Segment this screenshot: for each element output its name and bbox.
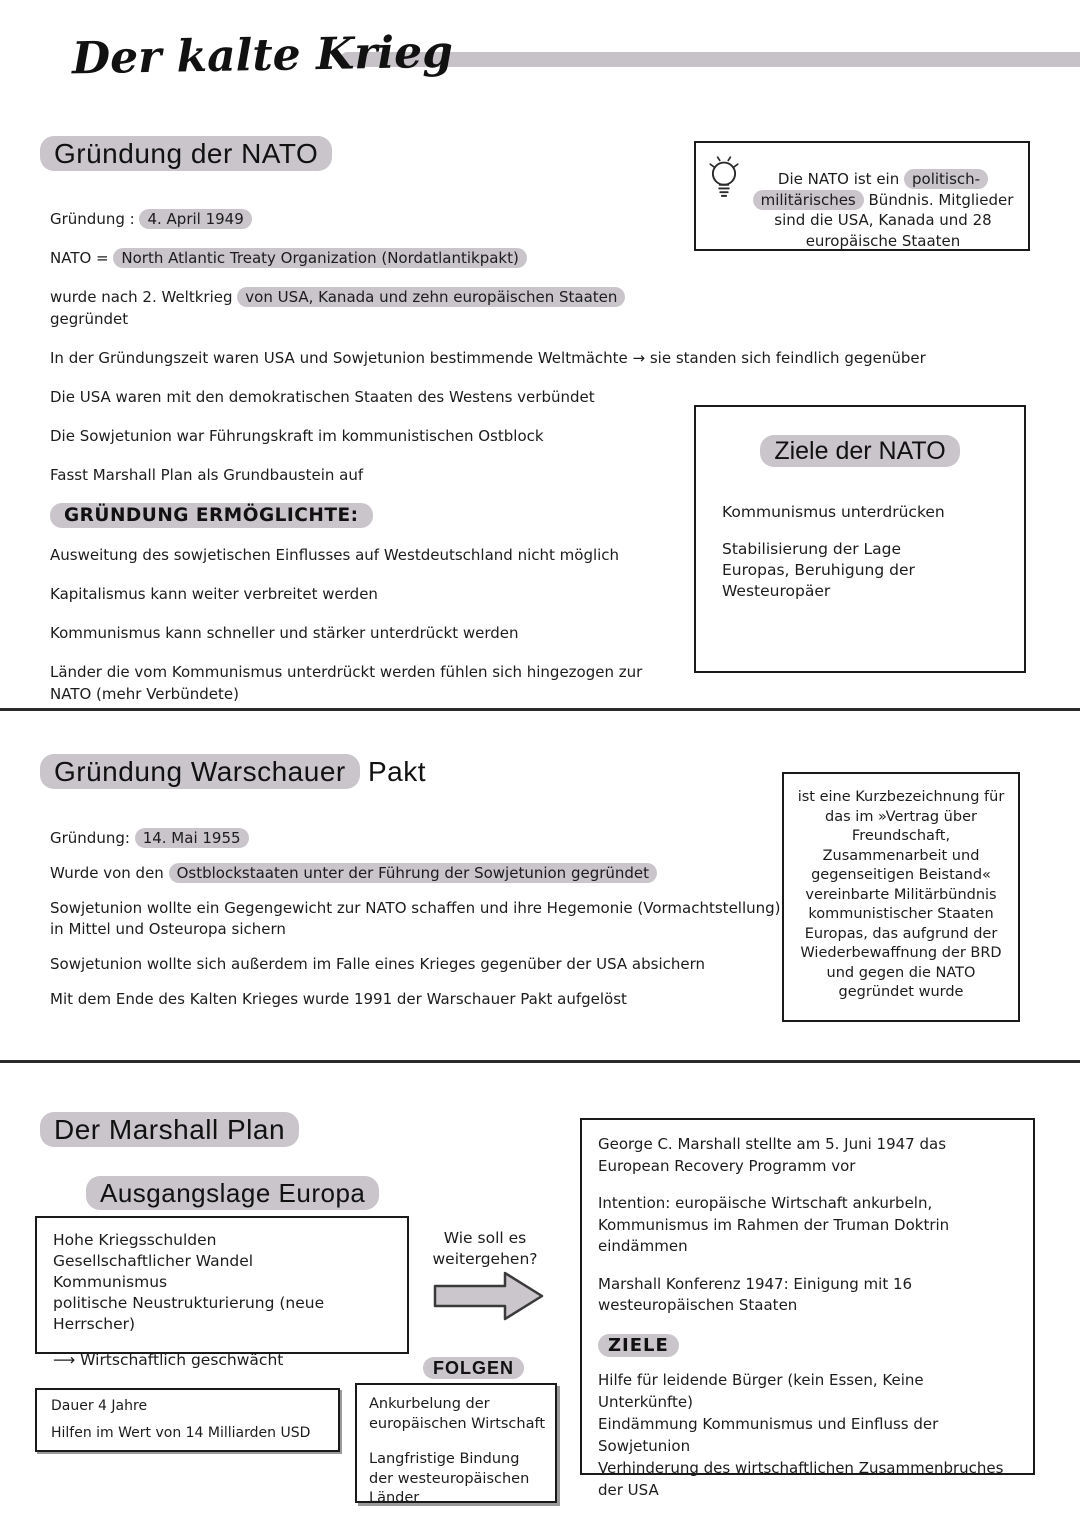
warsaw-heading <box>40 756 426 788</box>
note-line <box>50 464 695 486</box>
note-line: Länder die vom Kommunismus unterdrückt werden fühlen sich hingezogen zur NATO (mehr Verbündete) <box>50 663 643 703</box>
detail-paragraph: George C. Marshall stellte am 5. Juni 1947 das European Recovery Programm vor <box>598 1135 947 1175</box>
situation-line: politische Neustrukturierung (neue Herrscher) <box>53 1294 325 1333</box>
ziele-label <box>598 1333 1021 1359</box>
folgen-label-text: FOLGEN <box>423 1357 524 1379</box>
nato-heading <box>40 138 332 170</box>
note-line <box>50 425 695 447</box>
note-line <box>50 347 1060 369</box>
warsaw-notes <box>50 828 790 1024</box>
marshall-subheading-text: Ausgangslage Europa <box>86 1176 379 1210</box>
situation-conclusion: ⟶ Wirtschaftlich geschwächt <box>53 1351 284 1369</box>
text-segment: In der Gründungszeit waren USA und Sowjetunion bestimmende Weltmächte → sie standen sich feindlich gegenüber <box>50 349 926 367</box>
marshall-detail-box <box>580 1118 1035 1499</box>
right-arrow-icon <box>433 1270 545 1322</box>
note-line <box>50 863 790 884</box>
facts-box <box>35 1388 340 1452</box>
page-title: Der kalte Krieg <box>71 26 454 85</box>
text-segment: Fasst Marshall Plan als Grundbaustein auf <box>50 466 364 484</box>
lightbulb-icon <box>706 155 742 205</box>
nato-subheading <box>50 503 695 529</box>
note-line <box>50 286 695 330</box>
note-line <box>50 208 695 230</box>
text-segment: Die Sowjetunion war Führungskraft im kommunistischen Ostblock <box>50 427 544 445</box>
nato-subheading-text: GRÜNDUNG ERMÖGLICHTE: <box>50 503 373 528</box>
detail-paragraph: Intention: europäische Wirtschaft ankurbeln, Kommunismus im Rahmen der Truman Doktrin eindämmen <box>598 1194 950 1255</box>
ziele-label-text: ZIELE <box>598 1334 679 1357</box>
note-line: Kapitalismus kann weiter verbreitet werden <box>50 585 378 603</box>
text-segment: Sowjetunion wollte ein Gegengewicht zur NATO schaffen und ihre Hegemonie (Vormachtstellung) in Mittel und Osteuropa sichern <box>50 899 781 938</box>
folgen-box <box>355 1383 557 1506</box>
question-text: Wie soll es weitergehen? <box>432 1229 538 1268</box>
text-segment: Die NATO ist ein <box>777 170 904 188</box>
highlighted-text: 14. Mai 1955 <box>135 828 249 848</box>
text-segment: Mit dem Ende des Kalten Krieges wurde 1991 der Warschauer Pakt aufgelöst <box>50 990 627 1008</box>
folgen-item: Ankurbelung der europäischen Wirtschaft <box>369 1396 546 1432</box>
text-segment: NATO = <box>50 249 114 267</box>
note-line <box>50 954 790 975</box>
ziele-item: Hilfe für leidende Bürger (kein Essen, Keine Unterkünfte) <box>598 1370 924 1411</box>
note-line <box>50 898 785 940</box>
ziele-item: Verhinderung des wirtschaftlichen Zusammenbruches der USA <box>598 1458 1004 1499</box>
marshall-subheading <box>86 1178 379 1209</box>
warsaw-definition-box <box>782 772 1020 1022</box>
warsaw-heading-rest: Pakt <box>359 756 427 787</box>
situation-line: Kommunismus <box>53 1273 168 1291</box>
warsaw-heading-highlight: Gründung Warschauer <box>40 754 360 789</box>
highlighted-text: politisch-militärisches <box>753 169 988 210</box>
nato-goals-title <box>696 437 1024 466</box>
note-line <box>50 989 790 1010</box>
fact-item: Hilfen im Wert von 14 Milliarden USD <box>51 1425 311 1441</box>
situation-box <box>35 1216 409 1369</box>
situation-line: Gesellschaftlicher Wandel <box>53 1252 254 1270</box>
highlighted-text: North Atlantic Treaty Organization (Nordatlantikpakt) <box>113 248 526 268</box>
note-line: Kommunismus kann schneller und stärker unterdrückt werden <box>50 624 519 642</box>
nato-goals-box <box>694 405 1026 673</box>
note-line: Ausweitung des sowjetischen Einflusses auf Westdeutschland nicht möglich <box>50 546 620 564</box>
highlighted-text: Ostblockstaaten unter der Führung der Sowjetunion gegründet <box>169 863 657 883</box>
text-segment: Die USA waren mit den demokratischen Staaten des Westens verbündet <box>50 388 595 406</box>
nato-goals-title-text: Ziele der NATO <box>760 435 959 467</box>
goal-item: Stabilisierung der Lage Europas, Beruhigung der Westeuropäer <box>722 540 915 600</box>
note-line <box>50 386 695 408</box>
highlighted-text: 4. April 1949 <box>139 209 251 229</box>
text-segment: Wurde von den <box>50 864 169 882</box>
nato-info-text <box>744 169 1022 251</box>
text-segment: Sowjetunion wollte sich außerdem im Falle eines Krieges gegenüber der USA absichern <box>50 955 705 973</box>
fact-item: Dauer 4 Jahre <box>51 1398 148 1414</box>
highlighted-text: von USA, Kanada und zehn europäischen Staaten <box>237 287 625 307</box>
goal-item: Kommunismus unterdrücken <box>722 503 945 521</box>
marshall-heading <box>40 1114 299 1146</box>
note-line <box>50 247 695 269</box>
folgen-label <box>423 1358 524 1379</box>
marshall-heading-text: Der Marshall Plan <box>40 1112 299 1147</box>
section-divider <box>0 708 1080 711</box>
text-segment: Gründung : <box>50 210 140 228</box>
situation-line: Hohe Kriegsschulden <box>53 1231 217 1249</box>
detail-paragraph: Marshall Konferenz 1947: Einigung mit 16 westeuropäischen Staaten <box>598 1274 913 1314</box>
folgen-item: Langfristige Bindung der westeuropäischen Länder <box>369 1451 530 1506</box>
text-segment: Bündnis. Mitglieder sind die USA, Kanada und 28 europäische Staaten <box>774 190 1014 250</box>
nato-heading-text: Gründung der NATO <box>40 136 332 171</box>
text-segment: gegründet <box>50 310 129 328</box>
nato-info-box <box>694 141 1030 251</box>
text-segment: Gründung: <box>50 829 135 847</box>
text-segment: wurde nach 2. Weltkrieg <box>50 288 238 306</box>
warsaw-definition-text: ist eine Kurzbezeichnung für das im »Vertrag über Freundschaft, Zusammenarbeit und gegenseitigen Beistand« vereinbarte Militärbündnis kommunistischer Staaten Europas, das aufgrund der Wiederbewaffnung der BRD und gegen die NATO gegründet wurde <box>797 789 1005 1000</box>
note-line <box>50 828 790 849</box>
ziele-item: Eindämmung Kommunismus und Einfluss der Sowjetunion <box>598 1414 939 1455</box>
section-divider <box>0 1060 1080 1063</box>
